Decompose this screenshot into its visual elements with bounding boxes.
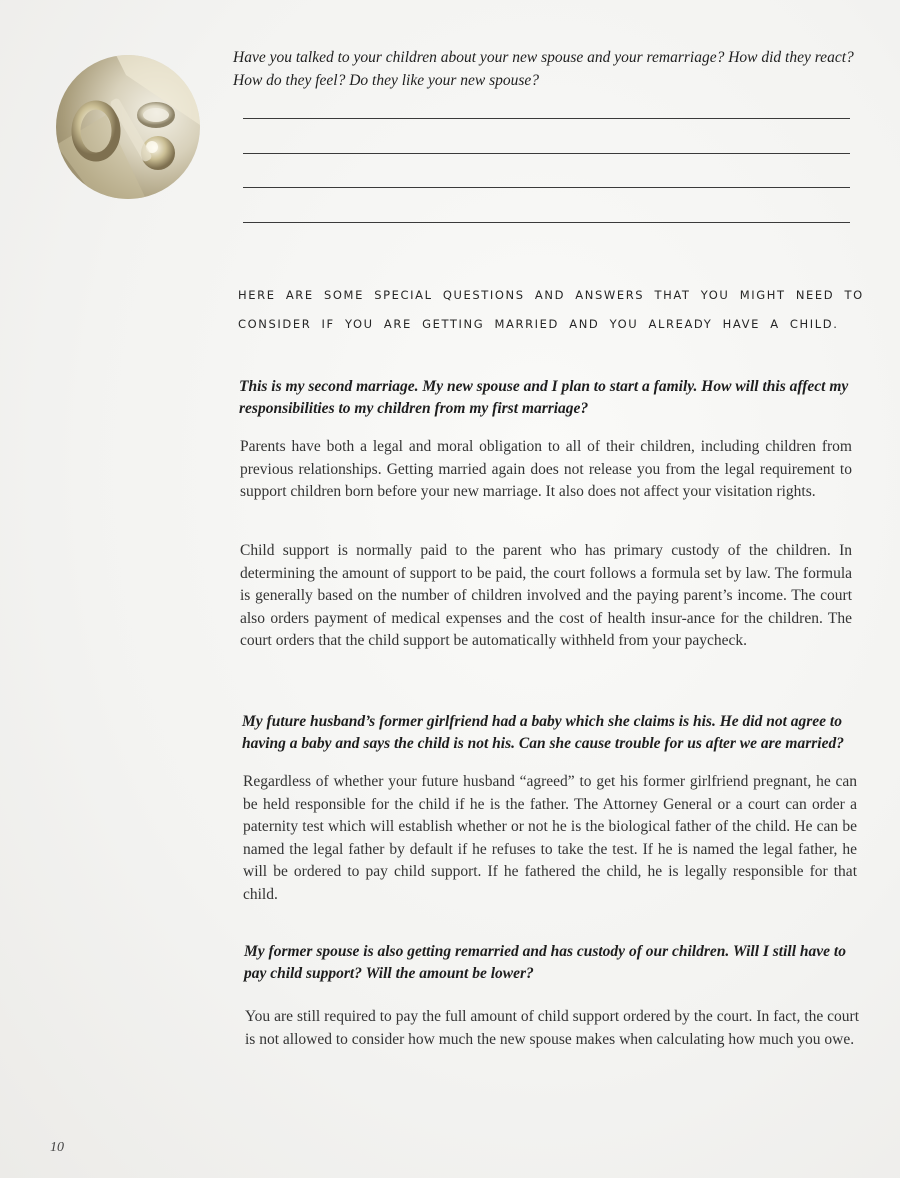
intro-question: Have you talked to your children about your new spouse and your remarriage? How did they react? How do they feel? Do they like your new spouse? xyxy=(233,49,854,89)
answer-1-paragraph-2: Child support is normally paid to the parent who has primary custody of the children. In determining the amount of support to be paid, the court follows a formula set by law. The formula is generally based on the number of children involved and the paying parent’s income. The court also orders payment of medical expenses and the cost of health insur-ance for the children. The court orders that the child support be automatically withheld from your paycheck. xyxy=(240,542,852,649)
answer-3-paragraph-1: You are still required to pay the full amount of child support ordered by the court. In fact, the court is not allowed to consider how much the new spouse makes when calculating how much you owe. xyxy=(245,1008,859,1048)
page-number: 10 xyxy=(50,1140,64,1155)
answer-line[interactable] xyxy=(243,118,850,119)
answer-line[interactable] xyxy=(243,222,850,223)
answer-line[interactable] xyxy=(243,153,850,154)
answer-1-paragraph-1: Parents have both a legal and moral obligation to all of their children, including children from previous relationships. Getting married again does not release you from the legal requirement to support children born before your new marriage. It also does not affect your visitation rights. xyxy=(240,438,852,500)
answer-line[interactable] xyxy=(243,187,850,188)
question-3: My former spouse is also getting remarried and has custody of our children. Will I still have to pay child support? Will the amount be lower? xyxy=(244,943,846,982)
section-intro-line1: HERE ARE SOME SPECIAL QUESTIONS AND ANSWERS THAT YOU MIGHT NEED TO xyxy=(238,288,864,302)
question-1: This is my second marriage. My new spouse and I plan to start a family. How will this affect my responsibilities to my children from my first marriage? xyxy=(239,378,849,417)
answer-2-paragraph-1: Regardless of whether your future husband “agreed” to get his former girlfriend pregnant, he can be held responsible for the child if he is the father. The Attorney General or a court can order a paternity test which will establish whether or not he is the biological father of the child. He can be named the legal father by default if he refuses to take the test. If he is named the legal father, he will be ordered to pay child support. If he fathered the child, he is legally responsible for that child. xyxy=(243,773,857,903)
wedding-rings-photo xyxy=(56,55,200,199)
section-intro-line2: CONSIDER IF YOU ARE GETTING MARRIED AND YOU ALREADY HAVE A CHILD. xyxy=(238,317,839,331)
question-2: My future husband’s former girlfriend had a baby which she claims is his. He did not agree to having a baby and says the child is not his. Can she cause trouble for us after we are married? xyxy=(242,713,844,752)
